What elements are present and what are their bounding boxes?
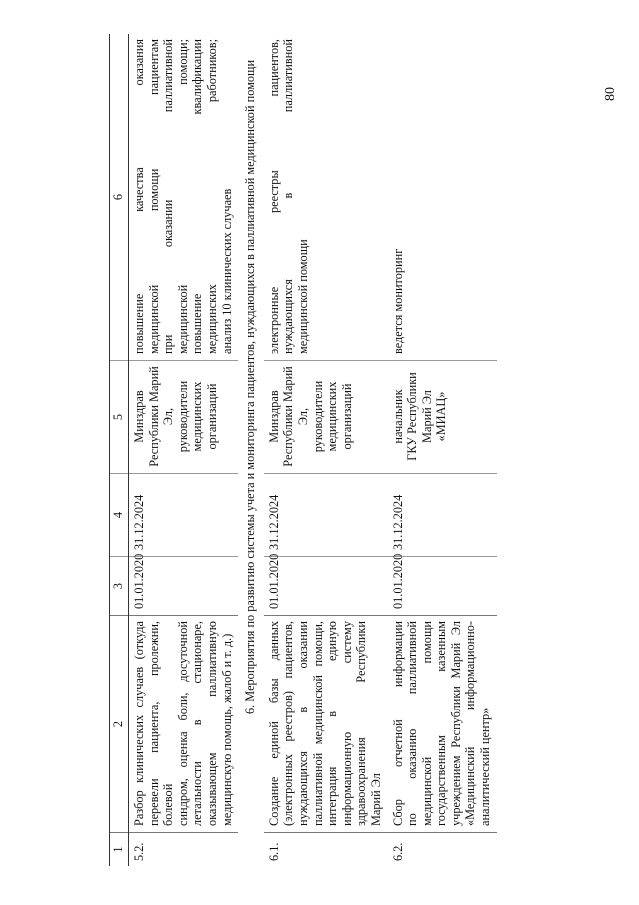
header-col-3: 3 (110, 556, 128, 615)
text-line: Марий Эл «МИАЦ» (419, 390, 449, 443)
text-line: синдром, оценка боли, досуточной (175, 621, 190, 826)
text-line: здравоохранения Республики (354, 621, 369, 826)
start-date: 01.01.2020 (388, 556, 497, 615)
measure-description (129, 615, 238, 832)
plan-table (109, 34, 497, 866)
measure-description (264, 615, 388, 832)
header-col-4: 4 (110, 473, 128, 556)
text-line: при оказании паллиативной (161, 39, 176, 354)
page-number: 80 (603, 87, 618, 101)
text-line: аналитический центр» (478, 707, 493, 826)
text-line: перевели пациента, пролежни, болевой (146, 621, 176, 826)
text-line: медицинской помощи (419, 621, 434, 826)
text-line: медицинскую помощь, жалоб и т. д.) (219, 633, 234, 826)
text-line: паллиативной медицинской помощи, (310, 621, 325, 826)
text-line: Минздрав (266, 390, 281, 443)
item-number: 6.1. (264, 832, 388, 866)
text-line: медицинских (325, 381, 340, 452)
responsible-executor (129, 360, 238, 473)
start-date: 01.01.2020 (129, 556, 238, 615)
text-line: организаций (339, 383, 354, 450)
text-line: нуждающихся в паллиативной (281, 39, 296, 354)
text-line: руководители (310, 380, 325, 453)
text-line: Республики Марий Эл, (281, 366, 310, 467)
text-line: Минздрав (132, 390, 146, 443)
text-line: «Медицинский информационно- (463, 621, 478, 826)
expected-result (264, 34, 388, 360)
end-date: 31.12.2024 (129, 473, 238, 556)
text-line: государственным казенным (434, 621, 449, 826)
item-number: 6.2. (388, 832, 497, 866)
section-6-title: 6. Мероприятия по развитию системы учета и мониторинга пациентов, нуждающихся в паллиативной медицинской помощи (243, 59, 258, 714)
measure-description (388, 615, 497, 832)
table-row (264, 34, 388, 866)
expected-result (129, 34, 238, 360)
text-line: учреждением Республики Марий Эл (448, 621, 463, 826)
text-line: информационную систему (339, 621, 354, 826)
start-date: 01.01.2020 (264, 556, 388, 615)
text-line: Сбор отчетной информации (390, 621, 405, 826)
text-line: анализ 10 клинических случаев (219, 188, 234, 354)
header-col-1: 1 (110, 832, 128, 866)
table-header-row (109, 34, 129, 866)
text-line: начальник (390, 389, 405, 444)
text-line: нуждающихся в оказании (295, 621, 310, 826)
text-line: оказывающем паллиативную (204, 621, 219, 826)
item-number: 5.2. (129, 832, 238, 866)
text-line: руководители (175, 380, 190, 453)
header-col-2: 2 (110, 615, 128, 832)
text-line: Республики Марий Эл, (146, 366, 176, 467)
rows-after-section (264, 34, 497, 866)
table-row (129, 34, 238, 866)
text-line: организаций (204, 383, 219, 450)
text-line: повышение квалификации (190, 39, 205, 354)
text-line: медицинской помощи (295, 239, 310, 354)
end-date: 31.12.2024 (388, 473, 497, 556)
text-line: медицинских работников; (204, 39, 219, 354)
text-line: медицинской помощи пациентам (146, 39, 161, 354)
text-line: Разбор клинических случаев (откуда (132, 621, 146, 826)
text-line: Создание единой базы данных (266, 621, 281, 826)
text-line: электронные реестры пациентов, (266, 39, 281, 354)
table-row (388, 34, 497, 866)
text-line: (электронных реестров) пациентов, (281, 621, 296, 826)
rows-before-section (129, 34, 238, 866)
text-line: повышение качества оказания (132, 39, 146, 354)
end-date: 31.12.2024 (264, 473, 388, 556)
text-line: ведется мониторинг (390, 248, 405, 354)
expected-result (388, 34, 497, 360)
header-col-5: 5 (110, 360, 128, 473)
header-col-6: 6 (111, 193, 125, 201)
text-line: медицинских (190, 381, 205, 452)
text-line: по оказанию паллиативной (405, 621, 420, 826)
text-line: интеграция в единую (325, 621, 340, 826)
responsible-executor (264, 360, 388, 473)
text-line: летальности в стационаре, (190, 621, 205, 826)
text-line: Марий Эл (368, 773, 383, 826)
text-line: ГКУ Республики (405, 372, 420, 461)
text-line: медицинской помощи; (175, 39, 190, 354)
responsible-executor (388, 360, 497, 473)
